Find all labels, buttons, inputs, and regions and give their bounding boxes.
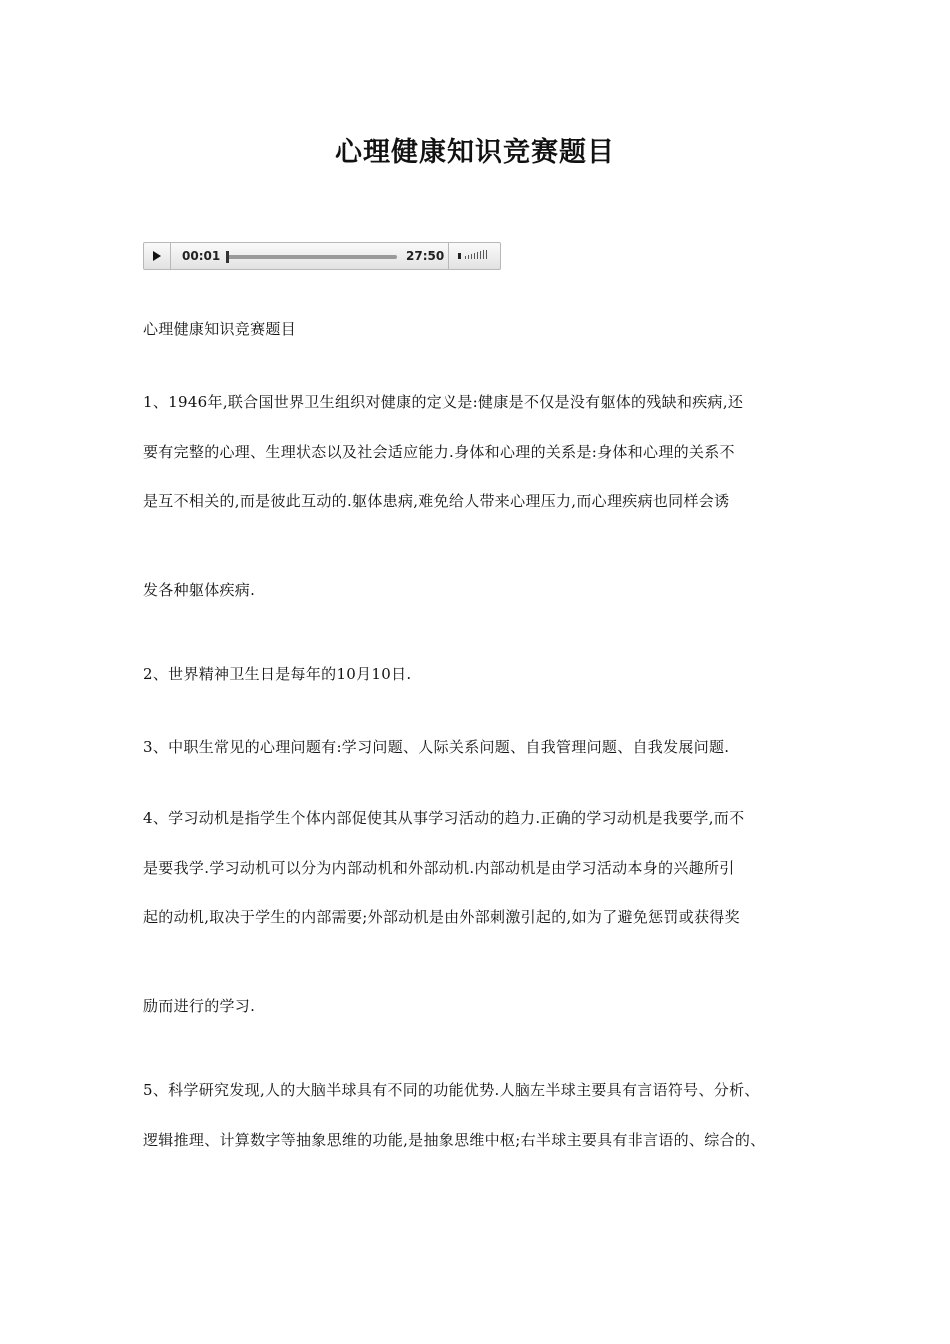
volume-level-bar [474, 253, 475, 259]
text-line: 是互不相关的,而是彼此互动的.躯体患病,难免给人带来心理压力,而心理疾病也同样会诱 [143, 492, 730, 510]
volume-icon [458, 253, 461, 259]
volume-level-bar [465, 256, 466, 259]
text-line: 3、中职生常见的心理问题有:学习问题、人际关系问题、自我管理问题、自我发展问题. [143, 738, 730, 756]
volume-level-bar [486, 250, 487, 259]
document-title: 心理健康知识竞赛题目 [335, 137, 615, 168]
text-line: 2、世界精神卫生日是每年的10月10日. [143, 665, 412, 683]
text-line: 要有完整的心理、生理状态以及社会适应能力.身体和心理的关系是:身体和心理的关系不 [143, 443, 735, 461]
volume-level-bar [480, 251, 481, 259]
text-line: 5、科学研究发现,人的大脑半球具有不同的功能优势.人脑左半球主要具有言语符号、分析、 [143, 1081, 760, 1099]
volume-level-bar [468, 255, 469, 259]
play-button[interactable] [144, 243, 171, 269]
audio-player [143, 242, 501, 270]
document-subtitle: 心理健康知识竞赛题目 [143, 320, 297, 338]
play-icon [153, 251, 161, 261]
seek-handle[interactable] [226, 251, 229, 263]
text-line: 是要我学.学习动机可以分为内部动机和外部动机.内部动机是由学习活动本身的兴趣所引 [143, 859, 735, 877]
seek-bar[interactable] [227, 255, 397, 259]
volume-level-bar [471, 254, 472, 259]
text-line: 发各种躯体疾病. [143, 581, 256, 599]
text-line: 起的动机,取决于学生的内部需要;外部动机是由外部刺激引起的,如为了避免惩罚或获得奖 [143, 908, 740, 926]
current-time: 00:01 [182, 249, 221, 263]
text-line: 励而进行的学习. [143, 997, 256, 1015]
volume-button[interactable] [448, 243, 500, 269]
text-line: 4、学习动机是指学生个体内部促使其从事学习活动的趋力.正确的学习动机是我要学,而不 [143, 809, 745, 827]
text-line: 1、1946年,联合国世界卫生组织对健康的定义是:健康是不仅是没有躯体的残缺和疾病,还 [143, 393, 744, 411]
volume-level-bar [483, 250, 484, 259]
text-line: 逻辑推理、计算数字等抽象思维的功能,是抽象思维中枢;右半球主要具有非言语的、综合的、 [143, 1131, 766, 1149]
total-time: 27:50 [406, 249, 445, 263]
volume-level-bar [477, 252, 478, 259]
